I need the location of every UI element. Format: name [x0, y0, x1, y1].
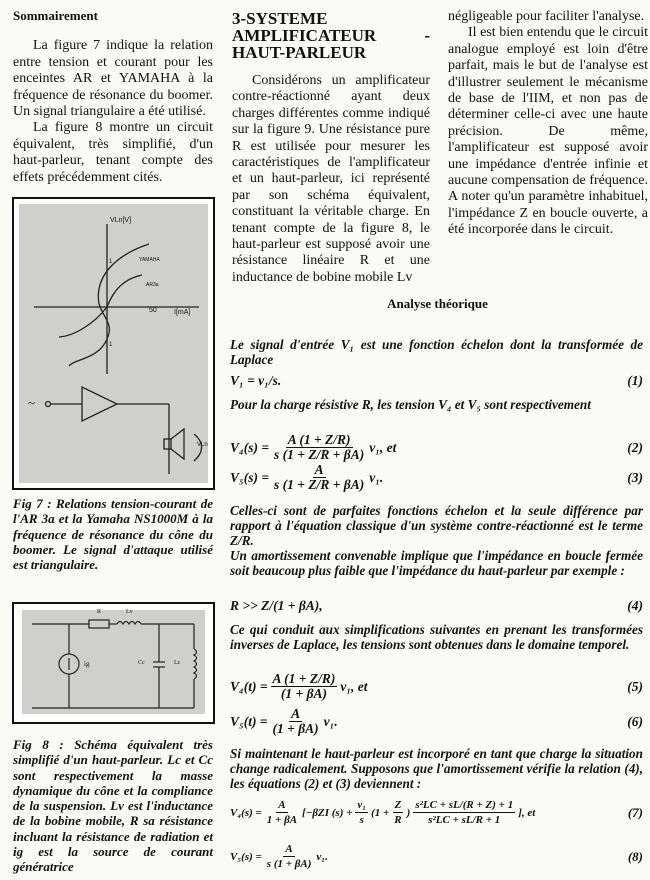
paragraph: La figure 8 montre un circuit équivalent, très simplifié, d'un haut-parleur, tenant compte des effets précédemment cités. [13, 120, 213, 185]
paragraph: négligeable pour faciliter l'analyse. [448, 9, 645, 24]
equation-4: R >> Z/(1 + βA), (4) [230, 598, 643, 613]
analysis-text: Ce qui conduit aux simplifications suivantes en prenant les transformées inverses de Laplace, les tensions sont obtenues dans le domaine temporel. [230, 622, 643, 652]
x-axis-label: I[mA] [174, 309, 191, 316]
equation-6: V₅(t) = $\frac{A}{(1 + \beta A)}$ v₁. (6) [230, 706, 643, 736]
x-tick: 50 [149, 307, 157, 314]
cc-label: Cc [138, 660, 145, 666]
amplifier-triangle [82, 387, 117, 421]
ac-source-symbol: ~ [28, 395, 36, 410]
figure-8-circuit [14, 604, 213, 722]
speaker-icon [164, 439, 171, 449]
equation-5: V₄(t) = $\frac{A (1 + Z/R)}{(1 + \beta A)}$ v₁, et (5) [230, 671, 643, 701]
ar3a-label: AR3a [146, 282, 159, 288]
analysis-text: Si maintenant le haut-parleur est incorporé en tant que charge la situation change radicalement. Supposons que l'amortissement vérifie la relation (4), les équations (2) et (3) deviennent : [230, 746, 643, 791]
y-axis-label: VLn[V] [110, 217, 132, 224]
ig-label: ig [84, 660, 90, 668]
right-column [448, 9, 648, 239]
y-tick: 1 [109, 342, 113, 348]
yamaha-label: YAMAHA [139, 257, 160, 263]
resistor-r [89, 620, 109, 628]
equation-8: V₅(s) = $\frac{A}{s (1 + \beta A)}$ v₁. (8) [230, 843, 643, 870]
equation-1: V₁ = v₁/s. (1) [230, 373, 643, 388]
analysis-text: Pour la charge résistive R, les tension V₄ et V₅ sont respectivement [230, 397, 591, 412]
lv-label: Lv [126, 609, 133, 615]
figure-8 [12, 602, 215, 724]
paragraph: Il est bien entendu que le circuit analogue employé est loin d'être parfait, mais le but de l'analyse est d'illustrer seulement le mécanisme de base de l'IIM, et non pas de déterminer celle-ci avec une haute précision. De même, l'amplificateur est supposé avoir une impédance d'entrée infinie et aucune compensation de fréquence. A noter qu'un paramètre inhabituel, l'impédance Z en boucle ouverte, a été incorporée dans le circuit. [448, 25, 648, 238]
figure-8-caption: Fig 8 : Schéma équivalent très simplifié d'un haut-parleur. Lc et Cc sont respectivement la masse dynamique du cône et la compliance de la suspension. Lv est l'inductance de la bobine mobile, R sa résistance incluant la résistance de radiation et ig est la source de courant génératrice [13, 737, 213, 875]
left-column [13, 8, 213, 186]
inductor-lc [194, 649, 197, 679]
analysis-text: Le signal d'entrée V₁ est une fonction échelon dont la transformée de Laplace [230, 337, 643, 367]
analysis-text: Celles-ci sont de parfaites fonctions échelon et la seule différence par rapport à l'équation classique d'un système contre-réactionné est le terme Z/R. [230, 503, 643, 548]
analysis-text: Un amortissement convenable implique que l'impédance en boucle fermée soit beaucoup plus faible que l'impédance du haut-parleur par exemple : [230, 548, 643, 578]
figure-7-drawing [14, 199, 213, 488]
speaker-voltage-label: VLn [197, 442, 208, 448]
lc-label: Lc [174, 660, 181, 666]
y-tick: 1 [109, 259, 113, 265]
equation-2: V₄(s) = $\frac{A (1 + Z/R)}{s (1 + Z/R + \beta A)}$ v₁, et (2) [230, 432, 643, 462]
analysis-heading: Analyse théorique [387, 296, 488, 311]
inductor-lv [117, 622, 141, 625]
equation-7: V₄(s) = $\frac{A}{1 + \beta A}$ [−βZI (s) + $\frac{\text{v₁}}{s}$ (1 + $\frac{Z}{R}$ ) $\frac{\text{s²LC + sL/(R + Z) + 1}}{\text{s²LC + sL/R + 1}}$ ], et (7) [230, 799, 643, 826]
paragraph: Considérons un amplificateur contre-réactionné ayant deux charges différentes comme indiqué sur la figure 9. Une résistance pure R est utilisée pour mesurer les caractéristiques de l'amplificateur et un haut-parleur, ici représenté par son schéma équivalent, constituant la véritable charge. En tenant compte de la figure 8, le haut-parleur est supposé avoir une résistance linéaire R et une inductance de bobine mobile Lv [232, 73, 430, 285]
r-label: R [97, 609, 102, 615]
paragraph: La figure 7 indique la relation entre tension et courant pour les enceintes AR et YAMAHA à la fréquence de résonance du boomer. Un signal triangulaire a été utilisé. [13, 38, 213, 120]
section-heading: Sommairement [13, 8, 98, 23]
figure-7 [12, 197, 215, 490]
figure-7-caption: Fig 7 : Relations tension-courant de l'AR 3a et la Yamaha NS1000M à la fréquence de résonance du cône du boomer. Le signal d'attaque utilisé est triangulaire. [13, 496, 213, 573]
middle-column [232, 10, 430, 286]
equation-3: V₅(s) = $\frac{A}{s (1 + Z/R + \beta A)}$ v₁. (3) [230, 462, 643, 492]
section-heading: 3-SYSTEME AMPLIFICATEUR - HAUT-PARLEUR [232, 9, 430, 62]
